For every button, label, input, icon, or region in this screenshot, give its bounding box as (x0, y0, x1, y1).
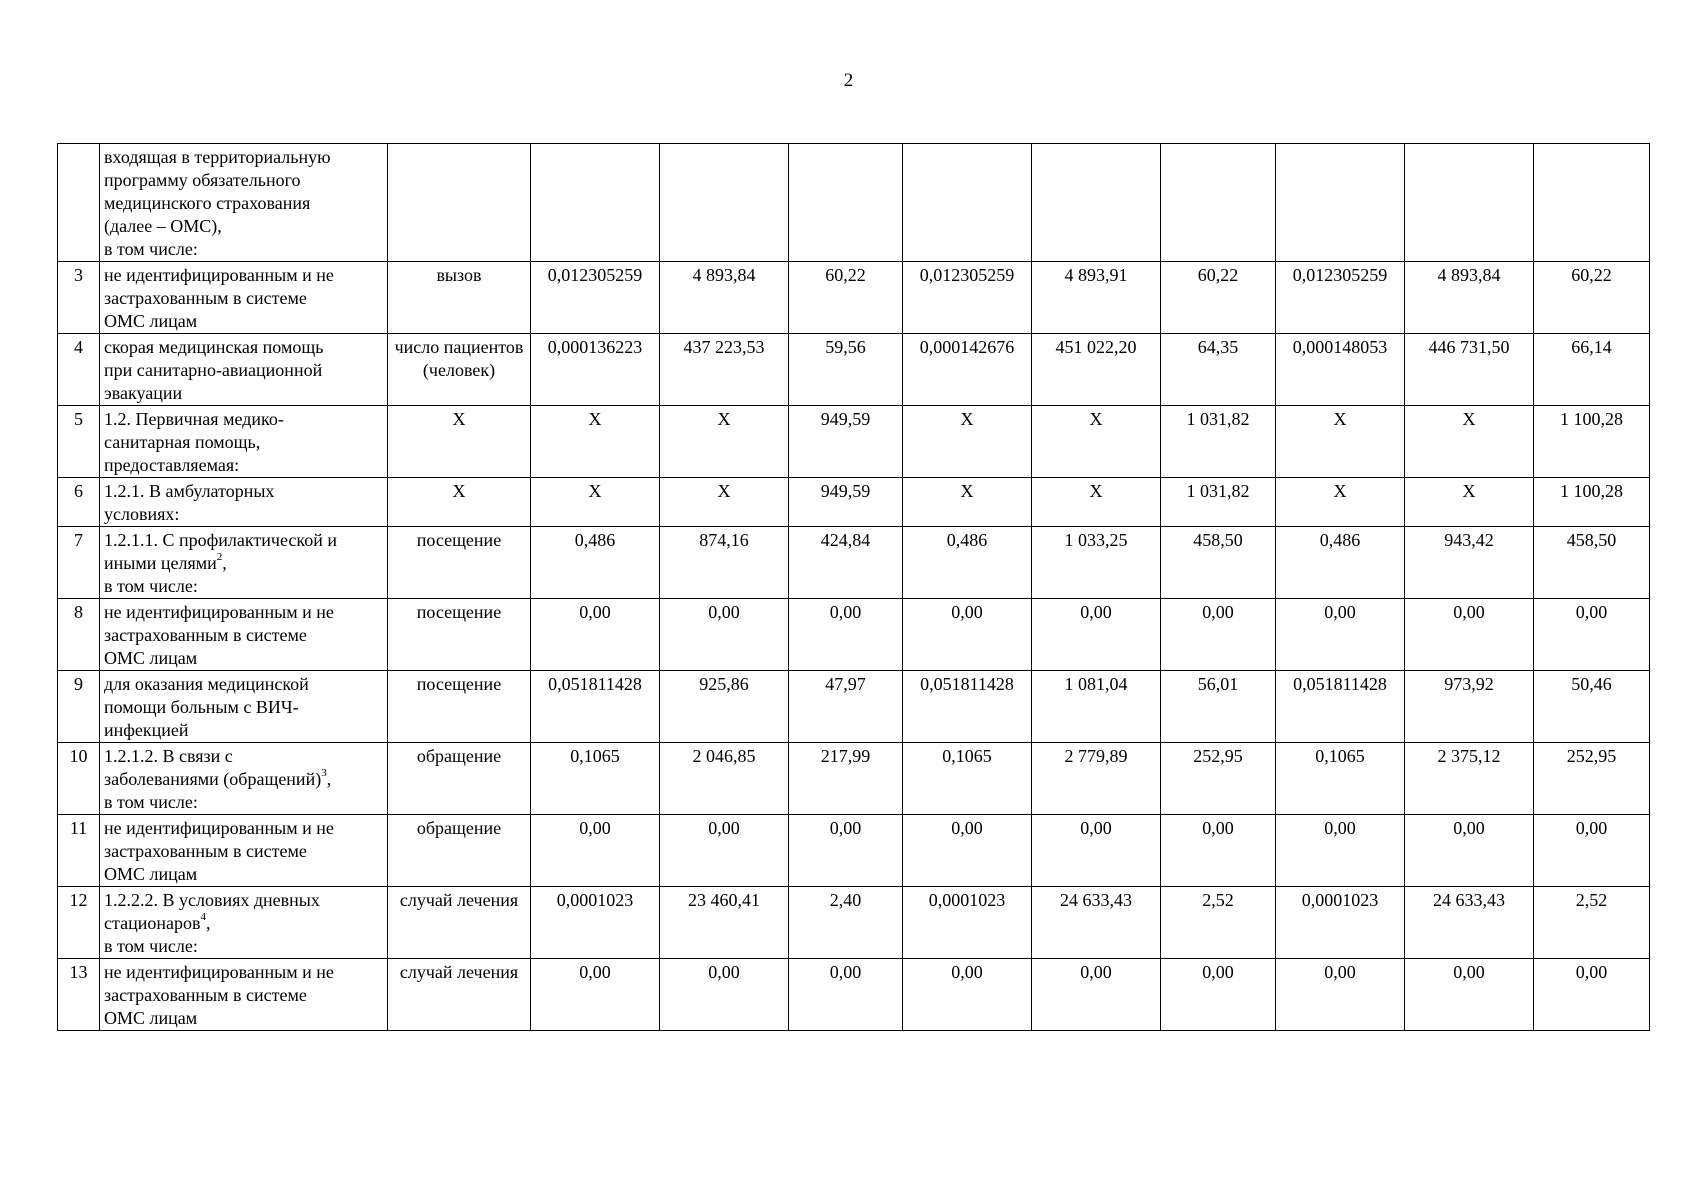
table-row (58, 144, 1650, 262)
row-name-line (104, 1007, 383, 1030)
row-name-line (104, 863, 383, 886)
row-name-text: застрахованным в системе (104, 625, 307, 645)
value-cell: 56,01 (1161, 671, 1276, 743)
value-cell: 0,486 (1276, 527, 1405, 599)
value-cell: Х (903, 406, 1032, 478)
value-cell: 0,051811428 (1276, 671, 1405, 743)
value-cell: 0,00 (789, 599, 903, 671)
value-cell: 1 031,82 (1161, 406, 1276, 478)
row-name-text: условиях: (104, 504, 180, 524)
row-name-line (104, 359, 383, 382)
value-cell: 0,000142676 (903, 334, 1032, 406)
unit-cell: посещение (388, 671, 531, 743)
row-name-line (104, 984, 383, 1007)
table-row (58, 478, 1650, 527)
row-name-text: предоставляемая: (104, 455, 240, 475)
row-name-line (104, 431, 383, 454)
row-name-text: иными целями (104, 553, 217, 573)
row-name-cell (100, 144, 388, 262)
value-cell: 2 779,89 (1032, 743, 1161, 815)
value-cell: 0,00 (1405, 599, 1534, 671)
value-cell: Х (1032, 478, 1161, 527)
row-name-text: (далее – ОМС), (104, 216, 222, 236)
value-cell: 0,1065 (1276, 743, 1405, 815)
row-number-cell: 9 (58, 671, 100, 743)
value-cell: 24 633,43 (1032, 887, 1161, 959)
value-cell: 2,52 (1534, 887, 1650, 959)
unit-cell: число пациентов (человек) (388, 334, 531, 406)
value-cell: 446 731,50 (1405, 334, 1534, 406)
value-cell: 0,00 (903, 959, 1032, 1031)
value-cell: Х (531, 478, 660, 527)
row-name-line (104, 382, 383, 405)
value-cell: Х (1032, 406, 1161, 478)
row-name-line (104, 192, 383, 215)
row-name-line (104, 264, 383, 287)
value-cell: 252,95 (1161, 743, 1276, 815)
footnote-marker: 4 (200, 911, 206, 923)
value-cell: 1 033,25 (1032, 527, 1161, 599)
row-name-cell (100, 743, 388, 815)
row-name-line (104, 215, 383, 238)
unit-cell: посещение (388, 599, 531, 671)
row-name-text: в том числе: (104, 239, 198, 259)
row-name-line (104, 480, 383, 503)
value-cell: 0,00 (1534, 815, 1650, 887)
value-cell: 2 375,12 (1405, 743, 1534, 815)
value-cell: 0,00 (1534, 959, 1650, 1031)
value-cell: Х (531, 406, 660, 478)
row-number-cell: 11 (58, 815, 100, 887)
value-cell: 1 081,04 (1032, 671, 1161, 743)
row-name-line (104, 673, 383, 696)
row-name-text: эвакуации (104, 383, 183, 403)
value-cell: 451 022,20 (1032, 334, 1161, 406)
value-cell: 2,40 (789, 887, 903, 959)
value-cell: 47,97 (789, 671, 903, 743)
value-cell: 949,59 (789, 406, 903, 478)
row-name-text: скорая медицинская помощь (104, 337, 324, 357)
row-name-text: в том числе: (104, 792, 198, 812)
row-name-cell (100, 959, 388, 1031)
row-name-text: входящая в территориальную (104, 147, 331, 167)
row-name-line (104, 503, 383, 526)
unit-cell: Х (388, 406, 531, 478)
value-cell: 0,0001023 (531, 887, 660, 959)
row-name-text: помощи больным с ВИЧ- (104, 697, 299, 717)
value-cell: 925,86 (660, 671, 789, 743)
row-name-line (104, 624, 383, 647)
unit-cell: случай лечения (388, 959, 531, 1031)
row-number-cell: 8 (58, 599, 100, 671)
value-cell: 1 100,28 (1534, 406, 1650, 478)
row-name-cell (100, 406, 388, 478)
page-number: 2 (843, 70, 854, 91)
footnote-marker: 2 (216, 551, 223, 563)
row-name-text: застрахованным в системе (104, 985, 307, 1005)
row-name-cell (100, 887, 388, 959)
value-cell: 2,52 (1161, 887, 1276, 959)
row-number-cell: 7 (58, 527, 100, 599)
value-cell: 4 893,91 (1032, 262, 1161, 334)
value-cell: 0,00 (660, 815, 789, 887)
value-cell: 0,0001023 (903, 887, 1032, 959)
value-cell: 458,50 (1534, 527, 1650, 599)
row-name-cell (100, 671, 388, 743)
row-name-line (104, 791, 383, 814)
row-name-cell (100, 262, 388, 334)
row-name-line (104, 889, 383, 912)
value-cell: 0,000148053 (1276, 334, 1405, 406)
value-cell: 0,00 (531, 815, 660, 887)
row-name-line (104, 238, 383, 261)
row-name-line (104, 719, 383, 742)
value-cell: 0,00 (1161, 599, 1276, 671)
row-name-text: 1.2.1.2. В связи с (104, 746, 233, 766)
row-name-line (104, 552, 383, 575)
row-name-line (104, 575, 383, 598)
row-name-text: медицинского страхования (104, 193, 311, 213)
value-cell: 4 893,84 (660, 262, 789, 334)
value-cell: 0,051811428 (531, 671, 660, 743)
value-cell: 0,486 (903, 527, 1032, 599)
value-cell (1276, 144, 1405, 262)
value-cell: 0,012305259 (531, 262, 660, 334)
row-name-cell (100, 478, 388, 527)
table-row (58, 959, 1650, 1031)
value-cell: 50,46 (1534, 671, 1650, 743)
row-name-text: при санитарно-авиационной (104, 360, 323, 380)
value-cell: 0,0001023 (1276, 887, 1405, 959)
unit-cell (388, 144, 531, 262)
value-cell (1032, 144, 1161, 262)
value-cell: 0,1065 (531, 743, 660, 815)
value-cell: 0,00 (660, 959, 789, 1031)
value-cell: 64,35 (1161, 334, 1276, 406)
row-name-text: не идентифицированным и не (104, 265, 334, 285)
row-name-text: ОМС лицам (104, 1008, 198, 1028)
table-row (58, 743, 1650, 815)
value-cell (1405, 144, 1534, 262)
value-cell: 0,00 (531, 959, 660, 1031)
row-name-line (104, 336, 383, 359)
row-name-text: программу обязательного (104, 170, 301, 190)
row-name-line (104, 454, 383, 477)
value-cell: 0,00 (660, 599, 789, 671)
value-cell: 0,00 (1032, 815, 1161, 887)
row-name-line (104, 817, 383, 840)
value-cell: Х (1405, 406, 1534, 478)
value-cell: 4 893,84 (1405, 262, 1534, 334)
value-cell: 943,42 (1405, 527, 1534, 599)
row-number-cell (58, 144, 100, 262)
row-name-cell (100, 527, 388, 599)
row-name-line (104, 169, 383, 192)
unit-cell: обращение (388, 743, 531, 815)
value-cell (660, 144, 789, 262)
value-cell: 0,00 (789, 959, 903, 1031)
value-cell: Х (1276, 478, 1405, 527)
unit-cell: вызов (388, 262, 531, 334)
row-name-text: застрахованным в системе (104, 288, 307, 308)
row-name-line (104, 146, 383, 169)
table-row (58, 887, 1650, 959)
row-name-text: не идентифицированным и не (104, 962, 334, 982)
row-name-text: застрахованным в системе (104, 841, 307, 861)
row-name-text: санитарная помощь, (104, 432, 261, 452)
value-cell: 0,000136223 (531, 334, 660, 406)
row-name-text: не идентифицированным и не (104, 818, 334, 838)
row-number-cell: 13 (58, 959, 100, 1031)
value-cell: 0,00 (1534, 599, 1650, 671)
data-table (57, 143, 1650, 1031)
row-name-cell (100, 334, 388, 406)
value-cell: 217,99 (789, 743, 903, 815)
row-name-line (104, 912, 383, 935)
row-name-line (104, 408, 383, 431)
row-name-text: 1.2.2.2. В условиях дневных (104, 890, 320, 910)
value-cell: 0,012305259 (1276, 262, 1405, 334)
value-cell: 1 031,82 (1161, 478, 1276, 527)
row-name-line (104, 310, 383, 333)
row-number-cell: 6 (58, 478, 100, 527)
row-name-line (104, 840, 383, 863)
row-name-cell (100, 599, 388, 671)
value-cell: 0,00 (1276, 815, 1405, 887)
row-name-line (104, 935, 383, 958)
value-cell: 60,22 (1534, 262, 1650, 334)
footnote-punctuation: , (205, 913, 211, 933)
table-row (58, 406, 1650, 478)
value-cell: 0,00 (1276, 959, 1405, 1031)
row-number-cell: 3 (58, 262, 100, 334)
value-cell: 252,95 (1534, 743, 1650, 815)
value-cell (1161, 144, 1276, 262)
value-cell: 0,00 (1405, 815, 1534, 887)
value-cell: 874,16 (660, 527, 789, 599)
table-row (58, 671, 1650, 743)
value-cell: 1 100,28 (1534, 478, 1650, 527)
table-body (58, 144, 1650, 1031)
footnote-punctuation: , (326, 769, 332, 789)
unit-cell: посещение (388, 527, 531, 599)
row-number-cell: 10 (58, 743, 100, 815)
value-cell: 0,00 (531, 599, 660, 671)
row-name-text: ОМС лицам (104, 311, 198, 331)
row-name-line (104, 768, 383, 791)
value-cell: 60,22 (789, 262, 903, 334)
value-cell: Х (1405, 478, 1534, 527)
value-cell: 0,00 (903, 815, 1032, 887)
row-name-line (104, 287, 383, 310)
footnote-marker: 3 (321, 767, 327, 779)
value-cell (903, 144, 1032, 262)
table-row (58, 815, 1650, 887)
row-number-cell: 5 (58, 406, 100, 478)
value-cell: 0,00 (1405, 959, 1534, 1031)
row-name-text: стационаров (104, 913, 201, 933)
row-name-text: в том числе: (104, 936, 198, 956)
value-cell: 0,00 (903, 599, 1032, 671)
value-cell: Х (903, 478, 1032, 527)
row-name-text: 1.2.1.1. С профилактической и (104, 530, 337, 550)
footnote-punctuation: , (222, 553, 227, 573)
table-row (58, 334, 1650, 406)
unit-cell: случай лечения (388, 887, 531, 959)
value-cell: 0,486 (531, 527, 660, 599)
value-cell: 60,22 (1161, 262, 1276, 334)
value-cell: 0,00 (789, 815, 903, 887)
value-cell: Х (660, 406, 789, 478)
row-name-line (104, 696, 383, 719)
value-cell: 437 223,53 (660, 334, 789, 406)
value-cell: 59,56 (789, 334, 903, 406)
value-cell: 458,50 (1161, 527, 1276, 599)
row-name-text: ОМС лицам (104, 864, 198, 884)
value-cell: 0,00 (1161, 959, 1276, 1031)
value-cell: 949,59 (789, 478, 903, 527)
value-cell: 2 046,85 (660, 743, 789, 815)
value-cell: 424,84 (789, 527, 903, 599)
row-name-text: для оказания медицинской (104, 674, 309, 694)
value-cell: 23 460,41 (660, 887, 789, 959)
row-name-line (104, 529, 383, 552)
row-number-cell: 12 (58, 887, 100, 959)
row-name-text: ОМС лицам (104, 648, 198, 668)
value-cell: Х (660, 478, 789, 527)
row-name-line (104, 601, 383, 624)
table-row (58, 599, 1650, 671)
row-name-text: заболеваниями (обращений) (104, 769, 322, 789)
unit-cell: Х (388, 478, 531, 527)
row-name-text: инфекцией (104, 720, 189, 740)
value-cell: 0,051811428 (903, 671, 1032, 743)
row-name-line (104, 647, 383, 670)
row-name-text: 1.2. Первичная медико- (104, 409, 284, 429)
value-cell: 0,1065 (903, 743, 1032, 815)
value-cell: 66,14 (1534, 334, 1650, 406)
table-row (58, 527, 1650, 599)
value-cell: 0,00 (1276, 599, 1405, 671)
value-cell: 0,00 (1032, 959, 1161, 1031)
value-cell: 0,00 (1161, 815, 1276, 887)
value-cell (789, 144, 903, 262)
value-cell (531, 144, 660, 262)
row-number-cell: 4 (58, 334, 100, 406)
row-name-cell (100, 815, 388, 887)
value-cell (1534, 144, 1650, 262)
row-name-text: 1.2.1. В амбулаторных (104, 481, 275, 501)
value-cell: 24 633,43 (1405, 887, 1534, 959)
row-name-line (104, 745, 383, 768)
table-row (58, 262, 1650, 334)
row-name-line (104, 961, 383, 984)
row-name-text: не идентифицированным и не (104, 602, 334, 622)
value-cell: 973,92 (1405, 671, 1534, 743)
unit-cell: обращение (388, 815, 531, 887)
row-name-text: в том числе: (104, 576, 198, 596)
value-cell: 0,00 (1032, 599, 1161, 671)
value-cell: 0,012305259 (903, 262, 1032, 334)
value-cell: Х (1276, 406, 1405, 478)
